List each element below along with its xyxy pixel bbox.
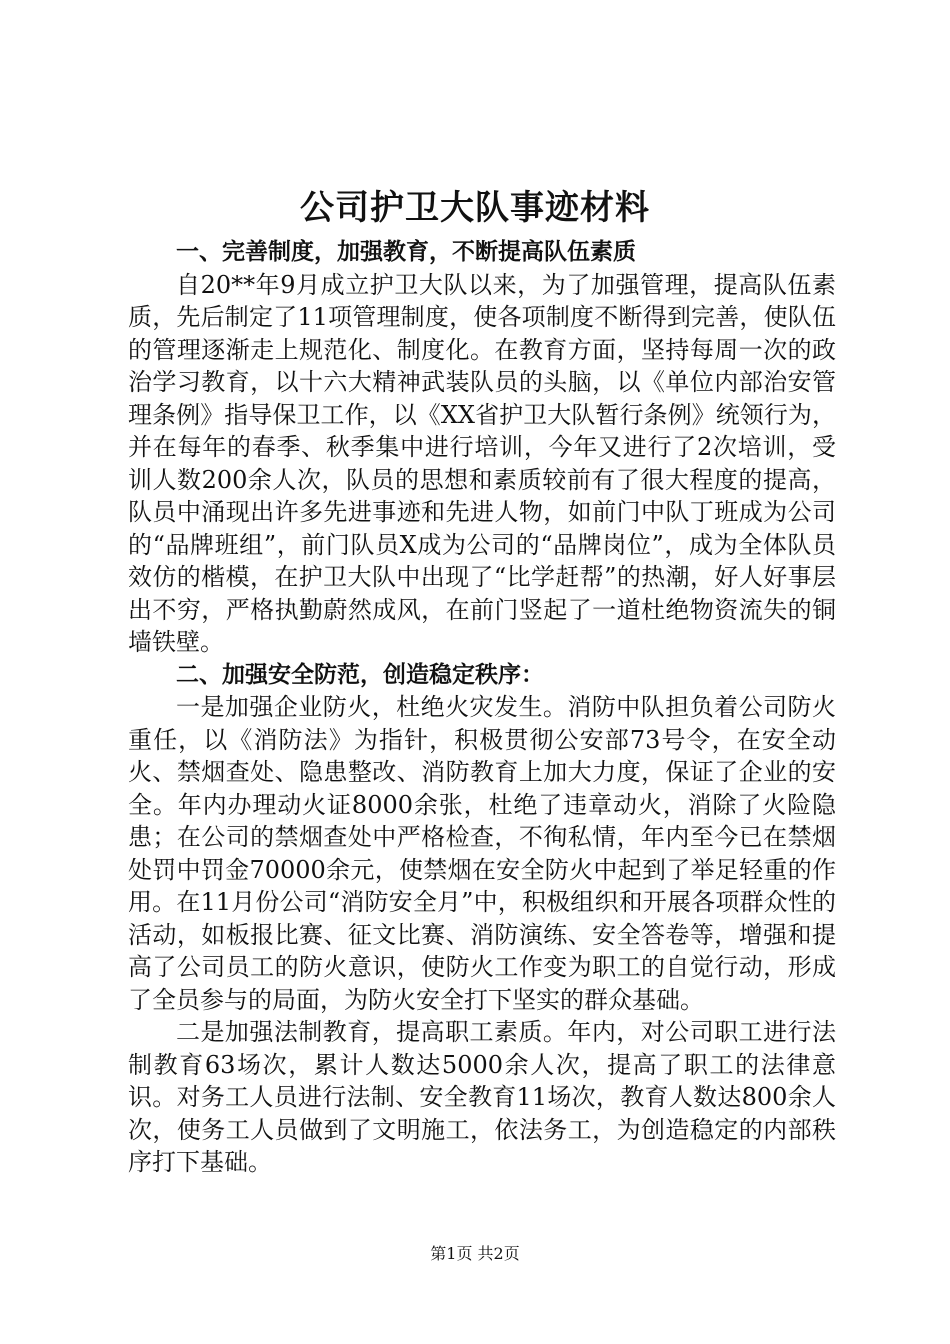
section-heading-2: 二、加强安全防范，创造稳定秩序： — [176, 661, 544, 688]
section-heading-1: 一、完善制度，加强教育，不断提高队伍素质 — [176, 239, 636, 265]
document-title: 公司护卫大队事迹材料 — [300, 188, 650, 228]
section-2-paragraph-2: 二是加强法制教育，提高职工素质。年内，对公司职工进行法制教育63场次，累计人数达5000余人次，提高了职工的法律意识。对务工人员进行法制、安全教育11场次，教育人数达800余人次，使务工人员做到了文明施工，依法务工，为创造稳定的内部秩序打下基础。 — [128, 1018, 836, 1176]
document-body — [128, 236, 836, 1179]
page-footer: 第1页 共2页 — [430, 1244, 520, 1263]
section-1-paragraph-1: 自20**年9月成立护卫大队以来，为了加强管理，提高队伍素质，先后制定了11项管理制度，使各项制度不断得到完善，使队伍的管理逐渐走上规范化、制度化。在教育方面，坚持每周一次的政治学习教育，以十六大精神武装队员的头脑，以《单位内部治安管理条例》指导保卫工作，以《XX省护卫大队暂行条例》统领行为，并在每年的春季、秋季集中进行培训，今年又进行了2次培训，受训人数200余人次，队员的思想和素质较前有了很大程度的提高，队员中涌现出许多先进事迹和先进人物，如前门中队丁班成为公司的“品牌班组”，前门队员X成为公司的“品牌岗位”，成为全体队员效仿的楷模，在护卫大队中出现了“比学赶帮”的热潮，好人好事层出不穷，严格执勤蔚然成风，在前门竖起了一道杜绝物资流失的铜墙铁壁。 — [128, 270, 836, 656]
section-2-paragraph-1: 一是加强企业防火，杜绝火灾发生。消防中队担负着公司防火重任，以《消防法》为指针，积极贯彻公安部73号令，在安全动火、禁烟查处、隐患整改、消防教育上加大力度，保证了企业的安全。年内办理动火证8000余张，杜绝了违章动火，消除了火险隐患；在公司的禁烟查处中严格检查，不徇私情，年内至今已在禁烟处罚中罚金70000余元，使禁烟在安全防火中起到了举足轻重的作用。在11月份公司“消防安全月”中，积极组织和开展各项群众性的活动，如板报比赛、征文比赛、消防演练、安全答卷等，增强和提高了公司员工的防火意识，使防火工作变为职工的自觉行动，形成了全员参与的局面，为防火安全打下坚实的群众基础。 — [128, 693, 836, 1014]
